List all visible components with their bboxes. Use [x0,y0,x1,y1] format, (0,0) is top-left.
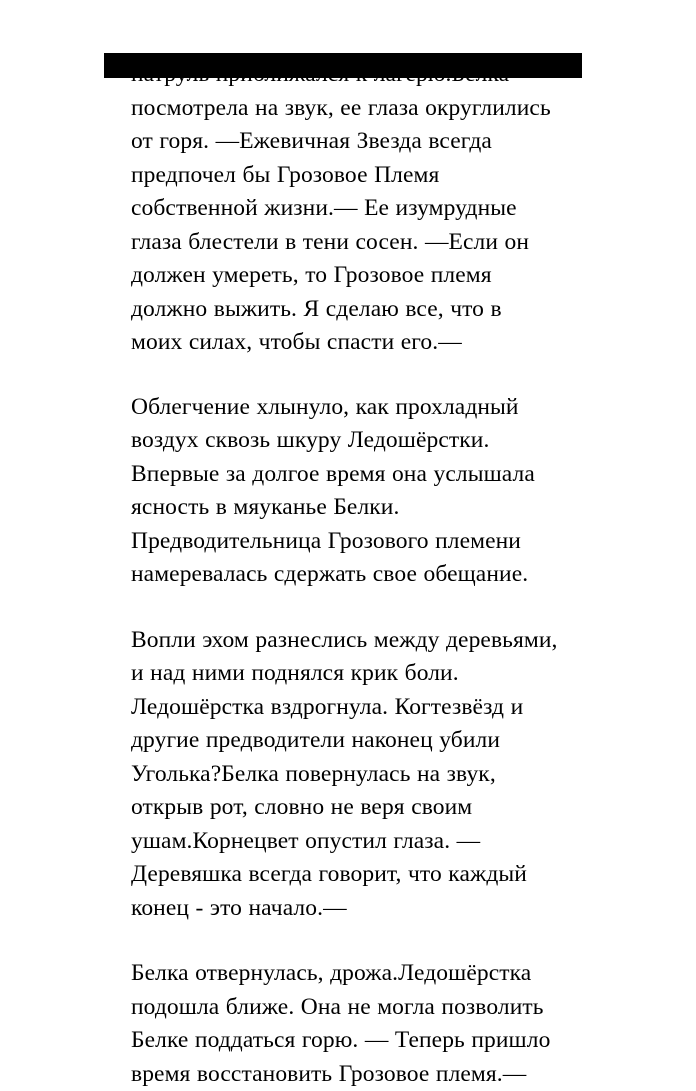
text-column [131,58,559,1091]
paragraph: Белка отвернулась, дрожа.Ледошёрстка подошла ближе. Она не могла позволить Белке поддаться горю. — Теперь пришло время восстановить Грозовое племя.— [131,960,551,1087]
paragraph: Облегчение хлынуло, как прохладный воздух сквозь шкуру Ледошёрстки. Впервые за долгое время она услышала ясность в мяуканье Белки. Предводительница Грозового племени намеревалась сдержать свое обещание. [131,393,535,587]
paragraph: патруль приближался к лагерю.Белка посмотрела на звук, ее глаза округлились от горя. —Ежевичная Звезда всегда предпочел бы Грозовое Племя собственной жизни.— Ее изумрудные глаза блестели в тени сосен. —Если он должен умереть, то Грозовое племя должно выжить. Я сделаю все, что в моих силах, чтобы спасти его.— [131,61,551,355]
paragraph: Вопли эхом разнеслись между деревьями, и над ними поднялся крик боли. Ледошёрстка вздрогнула. Когтезвёзд и другие предводители наконец убили Уголька?Белка повернулась на звук, открыв рот, словно не веря своим ушам.Корнецвет опустил глаза. —Деревяшка всегда говорит, что каждый конец - это начало.— [131,626,558,921]
